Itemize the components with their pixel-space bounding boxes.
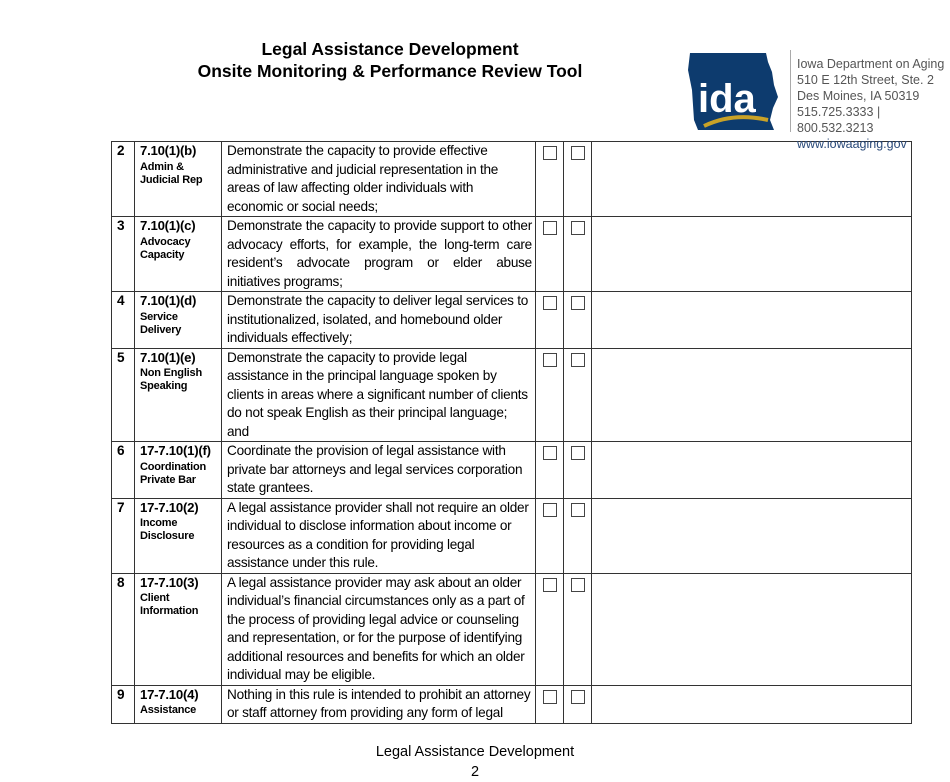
- rule-topic: Admin & Judicial Rep: [140, 160, 203, 186]
- checkbox-1[interactable]: [543, 446, 557, 460]
- row-number: 6: [112, 442, 135, 499]
- rule-cell: [135, 442, 222, 499]
- rule-topic: Assistance: [140, 704, 197, 716]
- requirement-text: Demonstrate the capacity to provide legal assistance in the principal language spoken by clients in areas where a significant number of clients do not speak English as their principal language; and: [222, 348, 536, 442]
- rule-code: 17-7.10(2): [140, 499, 199, 515]
- table-row: [112, 292, 912, 349]
- row-number: 8: [112, 573, 135, 685]
- table-row: [112, 217, 912, 292]
- svg-text:ida: ida: [698, 77, 756, 121]
- checkbox-cell-1: [536, 573, 564, 685]
- rule-code: 17-7.10(3): [140, 574, 199, 590]
- notes-cell[interactable]: [592, 442, 912, 499]
- checkbox-cell-1: [536, 348, 564, 442]
- org-address: [797, 56, 950, 152]
- footer-label: Legal Assistance Development: [375, 743, 575, 760]
- requirement-text: Demonstrate the capacity to provide effective administrative and judicial representation in the areas of law affecting older individuals with economic or social needs;: [222, 142, 536, 217]
- row-number: 7: [112, 498, 135, 573]
- checkbox-2[interactable]: [571, 578, 585, 592]
- logo-divider: [790, 50, 791, 132]
- checkbox-cell-1: [536, 142, 564, 217]
- checkbox-2[interactable]: [571, 296, 585, 310]
- rule-cell: [135, 292, 222, 349]
- rule-code: 17-7.10(1)(f): [140, 443, 211, 458]
- notes-cell[interactable]: [592, 142, 912, 217]
- row-number: 2: [112, 142, 135, 217]
- checkbox-cell-2: [564, 498, 592, 573]
- title-line-1: Legal Assistance Development: [261, 39, 519, 59]
- requirement-text: Demonstrate the capacity to provide support to other advocacy efforts, for example, the long-term care resident’s advocate program or elder abuse initiatives programs;: [222, 217, 536, 292]
- row-number: 5: [112, 348, 135, 442]
- rule-cell: [135, 498, 222, 573]
- checkbox-cell-1: [536, 442, 564, 499]
- checkbox-cell-2: [564, 573, 592, 685]
- checkbox-1[interactable]: [543, 690, 557, 704]
- rule-cell: [135, 685, 222, 723]
- rule-topic: Advocacy Capacity: [140, 235, 191, 261]
- row-number: 9: [112, 685, 135, 723]
- checkbox-2[interactable]: [571, 146, 585, 160]
- rule-cell: [135, 573, 222, 685]
- checkbox-cell-2: [564, 292, 592, 349]
- review-table: [111, 141, 912, 724]
- checkbox-1[interactable]: [543, 353, 557, 367]
- org-name: Iowa Department on Aging: [797, 57, 945, 71]
- checkbox-cell-1: [536, 292, 564, 349]
- checkbox-cell-1: [536, 217, 564, 292]
- rule-topic: Non English Speaking: [140, 367, 202, 392]
- table-row: [112, 142, 912, 217]
- table-row: [112, 442, 912, 499]
- address-line-1: 510 E 12th Street, Ste. 2: [797, 73, 934, 87]
- checkbox-2[interactable]: [571, 503, 585, 517]
- notes-cell[interactable]: [592, 292, 912, 349]
- table-row: [112, 685, 912, 723]
- notes-cell[interactable]: [592, 685, 912, 723]
- checkbox-2[interactable]: [571, 353, 585, 367]
- rule-code: 7.10(1)(b): [140, 143, 197, 158]
- requirement-text: Demonstrate the capacity to deliver legal services to institutionalized, isolated, and homebound older individuals effectively;: [222, 292, 536, 349]
- rule-cell: [135, 142, 222, 217]
- checkbox-1[interactable]: [543, 578, 557, 592]
- rule-code: 7.10(1)(e): [140, 349, 196, 365]
- page-number: 2: [470, 763, 480, 780]
- checkbox-1[interactable]: [543, 503, 557, 517]
- row-number: 4: [112, 292, 135, 349]
- checkbox-cell-2: [564, 442, 592, 499]
- table-row: [112, 348, 912, 442]
- checkbox-cell-1: [536, 685, 564, 723]
- checkbox-cell-2: [564, 348, 592, 442]
- checkbox-cell-2: [564, 217, 592, 292]
- checkbox-2[interactable]: [571, 221, 585, 235]
- checkbox-1[interactable]: [543, 146, 557, 160]
- rule-code: 7.10(1)(c): [140, 218, 196, 233]
- rule-topic: Coordination Private Bar: [140, 460, 207, 486]
- requirement-text: Coordinate the provision of legal assistance with private bar attorneys and legal services corporation state grantees.: [222, 442, 536, 499]
- checkbox-cell-2: [564, 685, 592, 723]
- checkbox-cell-1: [536, 498, 564, 573]
- row-number: 3: [112, 217, 135, 292]
- notes-cell[interactable]: [592, 573, 912, 685]
- table-row: [112, 498, 912, 573]
- rule-topic: Income Disclosure: [140, 517, 195, 542]
- notes-cell[interactable]: [592, 217, 912, 292]
- rule-topic: Client Information: [140, 592, 199, 617]
- rule-cell: [135, 348, 222, 442]
- requirement-text: Nothing in this rule is intended to prohibit an attorney or staff attorney from providing any form of legal: [222, 685, 536, 723]
- website: www.iowaaging.gov: [797, 137, 907, 151]
- checkbox-1[interactable]: [543, 221, 557, 235]
- checkbox-2[interactable]: [571, 690, 585, 704]
- rule-topic: Service Delivery: [140, 310, 182, 336]
- checkbox-1[interactable]: [543, 296, 557, 310]
- rule-cell: [135, 217, 222, 292]
- notes-cell[interactable]: [592, 498, 912, 573]
- rule-code: 7.10(1)(d): [140, 293, 197, 308]
- title-line-2: Onsite Monitoring & Performance Review Tool: [197, 61, 583, 81]
- phone: 515.725.3333 | 800.532.3213: [797, 105, 881, 135]
- checkbox-cell-2: [564, 142, 592, 217]
- notes-cell[interactable]: [592, 348, 912, 442]
- page-title: [190, 38, 590, 82]
- checkbox-2[interactable]: [571, 446, 585, 460]
- page-footer: [0, 742, 950, 782]
- ida-logo: [688, 50, 778, 134]
- requirement-text: A legal assistance provider shall not require an older individual to disclose information about income or resources as a condition for providing legal assistance under this rule.: [222, 498, 536, 573]
- address-line-2: Des Moines, IA 50319: [797, 89, 920, 103]
- table-row: [112, 573, 912, 685]
- requirement-text: A legal assistance provider may ask about an older individual’s financial circumstances only as a part of the process of providing legal advice or counseling and representation, or for the purpose of identifying additional resources and benefits for which an older individual may be eligible.: [222, 573, 536, 685]
- rule-code: 17-7.10(4): [140, 686, 199, 702]
